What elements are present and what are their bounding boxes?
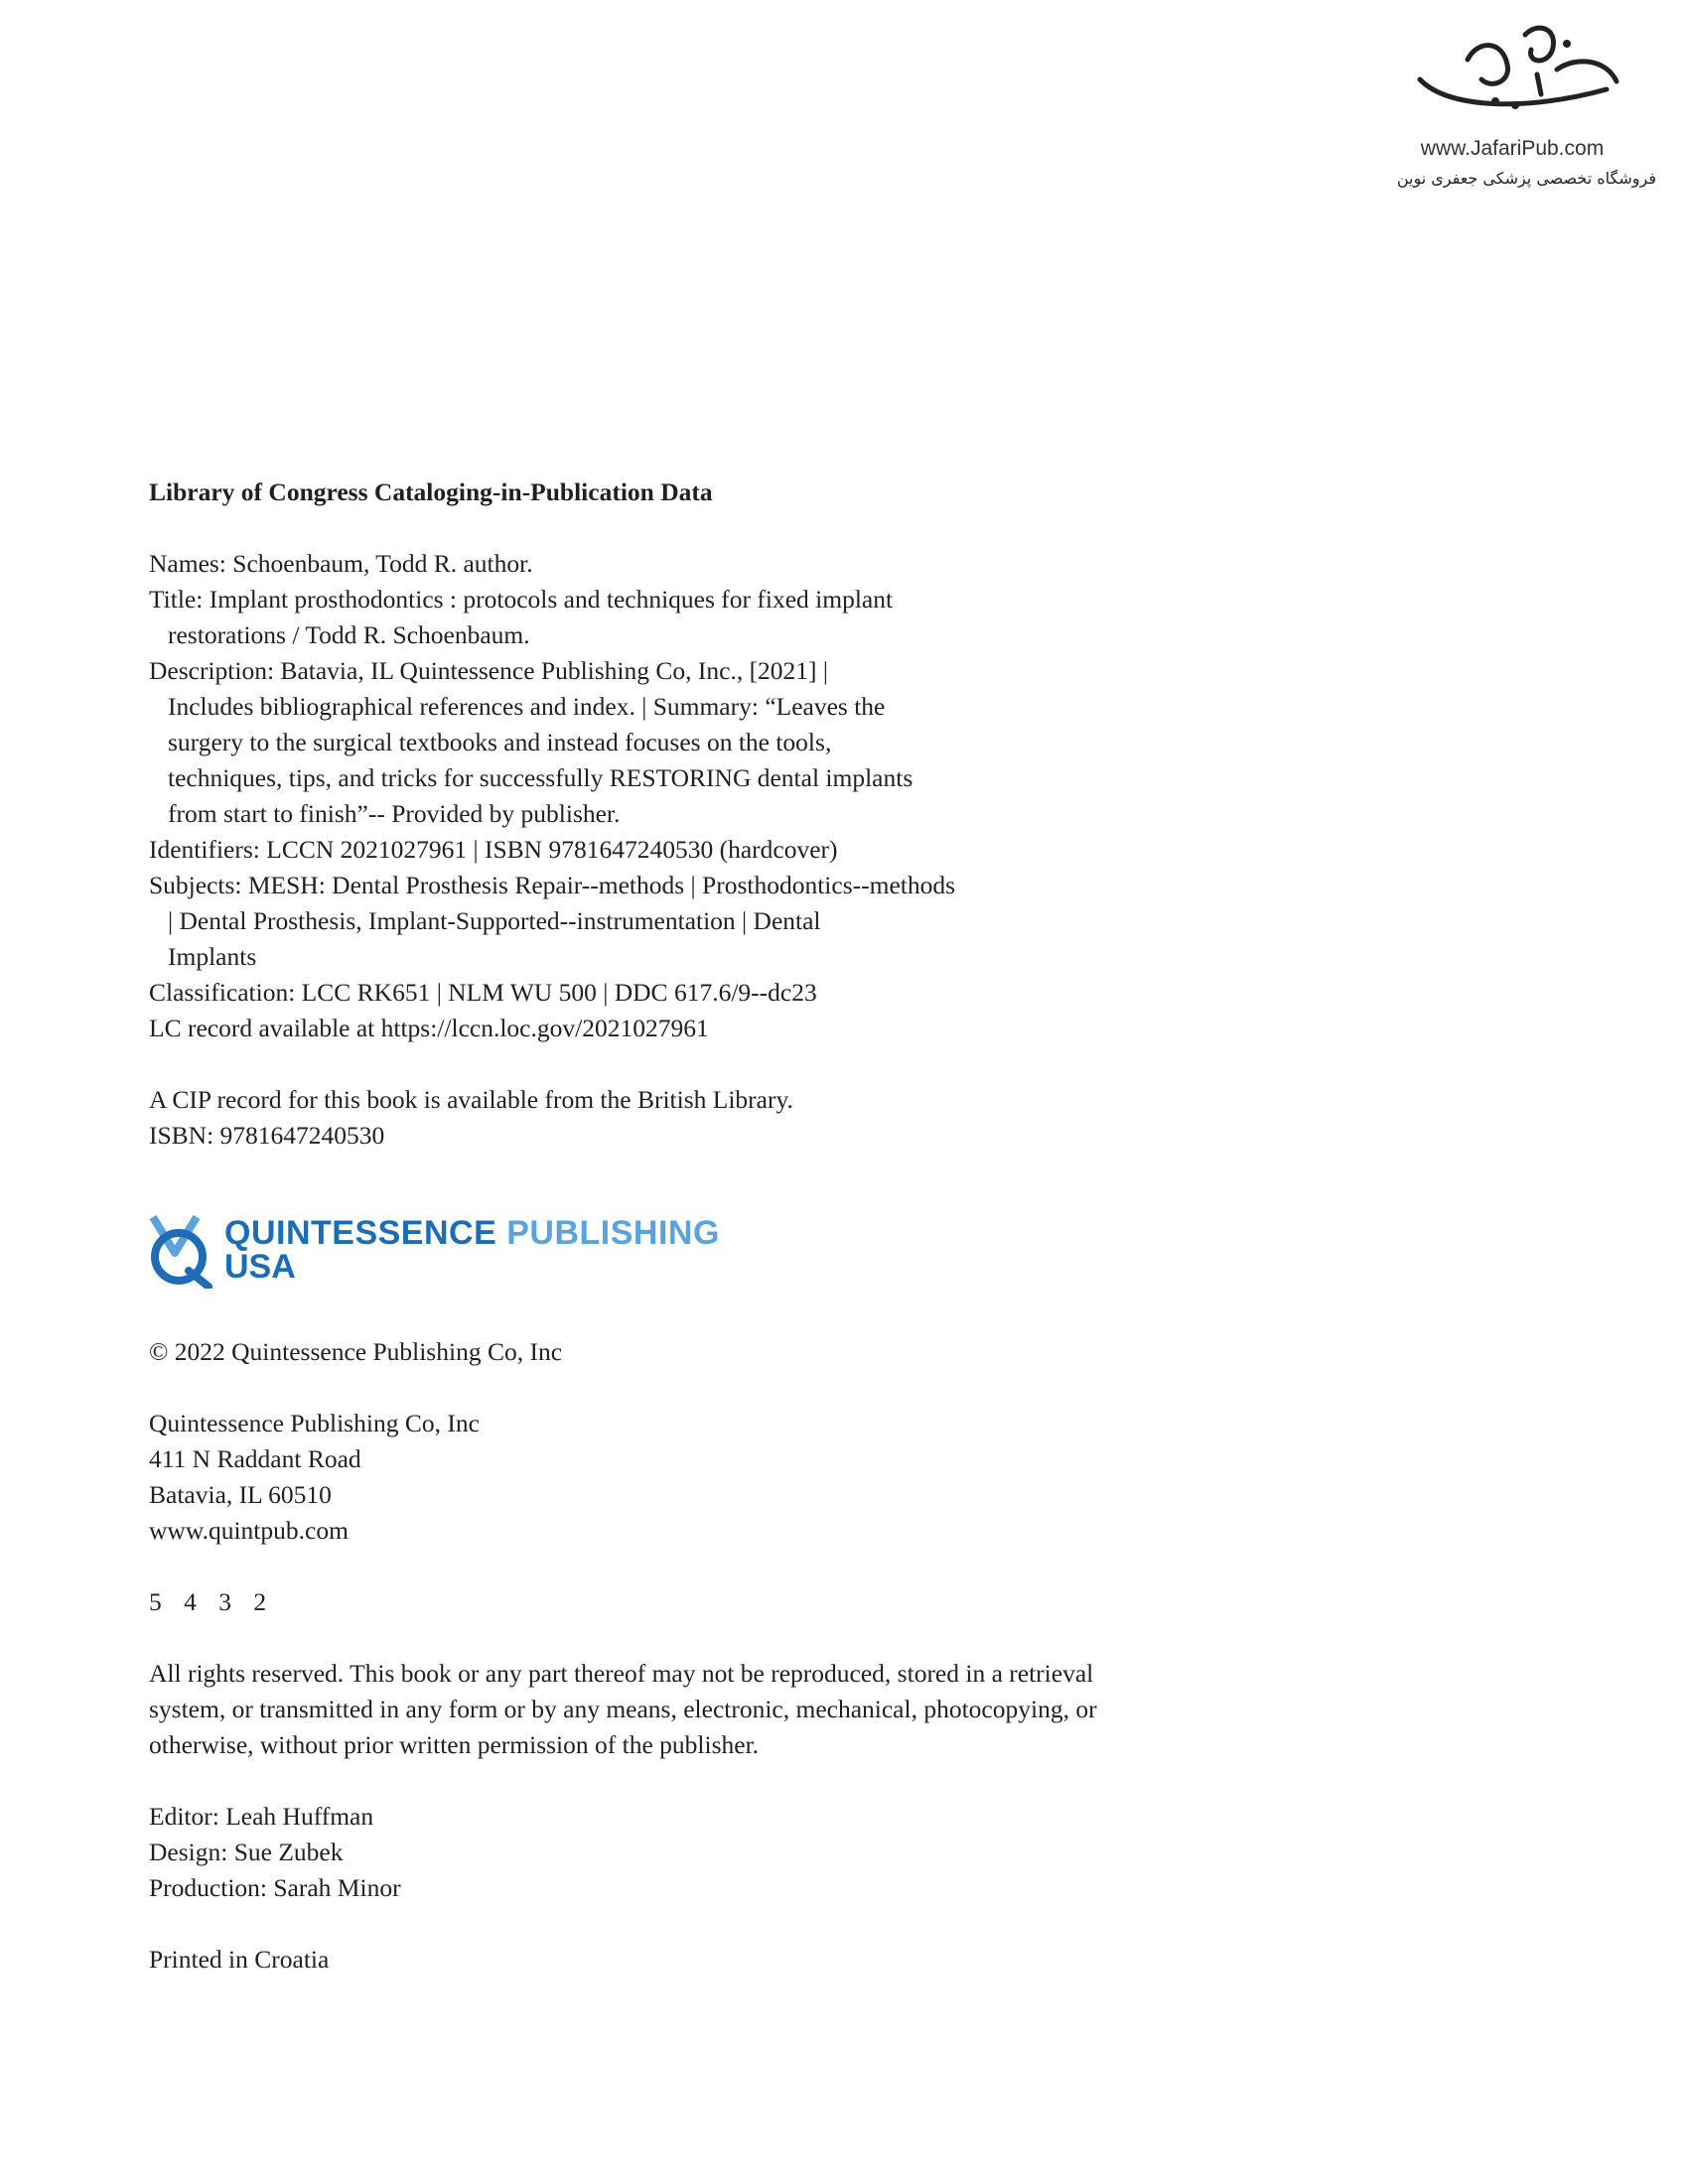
copyright-line: © 2022 Quintessence Publishing Co, Inc [149,1337,563,1366]
quintessence-q-logo-icon [149,1213,212,1289]
printed-in: Printed in Croatia [149,1945,330,1974]
rights-line: otherwise, without prior written permission of the publisher. [149,1730,760,1759]
address-city: Batavia, IL 60510 [149,1480,332,1509]
logo-word-quintessence: QUINTESSENCE [224,1214,497,1252]
cip-record [149,546,1390,1046]
printing-number: 2 [253,1587,267,1616]
printing-line [149,1584,1390,1620]
logo-word-usa: USA [224,1248,296,1286]
editor-credit: Editor: Leah Huffman [149,1802,374,1831]
publisher-logo-text [224,1213,720,1253]
cip-line: LC record available at https://lccn.loc.gov/2021027961 [149,1014,709,1042]
watermark-tagline: فروشگاه تخصصی پزشکی جعفری نوین [1396,169,1656,188]
cip-line: Classification: LCC RK651 | NLM WU 500 | DDC 617.6/9--dc23 [149,978,817,1007]
cip-line: surgery to the surgical textbooks and instead focuses on the tools, [168,728,832,756]
printing-number: 5 [149,1587,162,1616]
cip-line: Includes bibliographical references and index. | Summary: “Leaves the [168,692,886,721]
cip-line: restorations / Todd R. Schoenbaum. [168,620,530,649]
cip-line: Subjects: MESH: Dental Prosthesis Repair--methods | Prosthodontics--methods [149,871,956,899]
design-credit: Design: Sue Zubek [149,1838,344,1866]
cip-heading: Library of Congress Cataloging-in-Publication Data [149,478,713,506]
address-street: 411 N Raddant Road [149,1444,361,1473]
cip-line: Title: Implant prosthodontics : protocols and techniques for fixed implant [149,585,894,614]
production-credit: Production: Sarah Minor [149,1873,401,1902]
cip-line: from start to finish”-- Provided by publisher. [168,799,621,828]
printing-number: 4 [184,1587,197,1616]
cip-line: Description: Batavia, IL Quintessence Publishing Co, Inc., [2021] | [149,656,829,685]
cip-line: | Dental Prosthesis, Implant-Supported--instrumentation | Dental [168,906,821,935]
copyright-page-content [149,475,1390,1978]
isbn-line: ISBN: 9781647240530 [149,1121,385,1150]
cip-line: techniques, tips, and tricks for successfully RESTORING dental implants [168,763,914,792]
cip-line: Names: Schoenbaum, Todd R. author. [149,549,533,578]
address-name: Quintessence Publishing Co, Inc [149,1409,480,1437]
publisher-website: www.quintpub.com [149,1516,349,1545]
printing-number: 3 [218,1587,231,1616]
rights-line: system, or transmitted in any form or by any means, electronic, mechanical, photocopying, or [149,1695,1097,1723]
logo-word-publishing: PUBLISHING [506,1214,720,1252]
cip-line: Implants [168,942,257,971]
publisher-logo [149,1213,1390,1298]
british-library-note: A CIP record for this book is available from the British Library. [149,1085,793,1114]
cip-line: Identifiers: LCCN 2021027961 | ISBN 9781647240530 (hardcover) [149,835,838,864]
watermark-url: www.JafariPub.com [1420,137,1605,160]
jafari-calligraphy-logo-icon [1408,20,1636,129]
rights-line: All rights reserved. This book or any part thereof may not be reproduced, stored in a retrieval [149,1659,1094,1688]
watermark [1368,20,1656,189]
